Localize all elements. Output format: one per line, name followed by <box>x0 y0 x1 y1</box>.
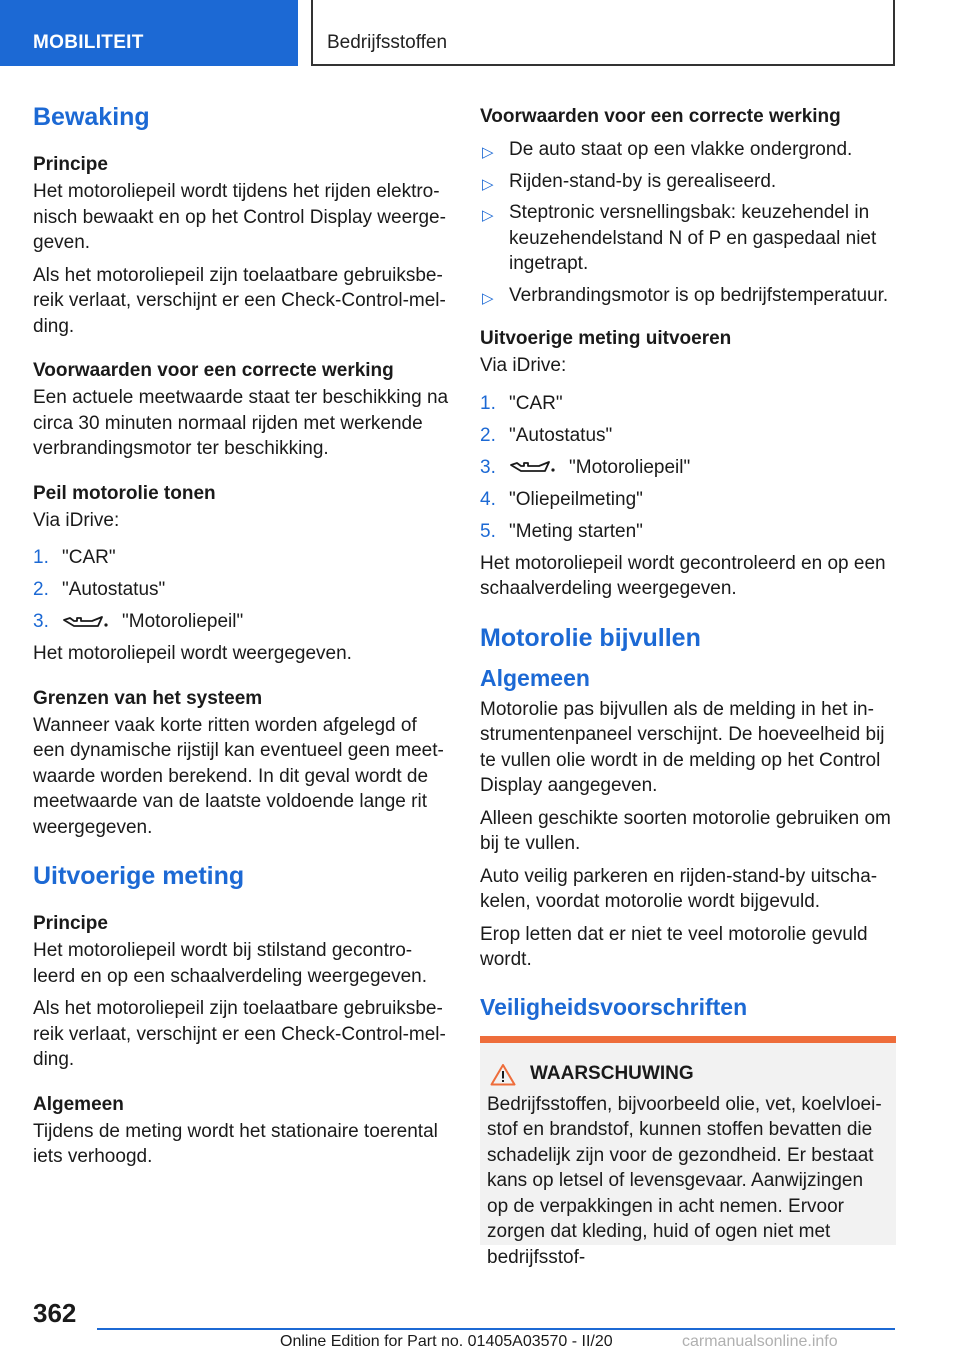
paragraph: Tijdens de meting wordt het stationaire toerental iets verhoogd. <box>33 1120 438 1167</box>
step-text: "Meting starten" <box>509 520 643 542</box>
subheading-algemeen: Algemeen <box>480 664 590 691</box>
subheading-principe: Principe <box>33 913 108 934</box>
warning-box <box>480 1036 896 1268</box>
list-item: ▷ Steptronic versnellingsbak: keuzehendel in keuzehendelstand N of P en gaspedaal niet ingetrapt. <box>482 202 877 274</box>
paragraph: Erop letten dat er niet te veel motorolie gevuld wordt. <box>480 923 868 970</box>
subheading-voorwaarden: Voorwaarden voor een correcte werking <box>480 106 841 127</box>
subheading-peil-tonen: Peil motorolie tonen <box>33 482 216 504</box>
paragraph: Via iDrive: <box>480 355 567 376</box>
paragraph: Als het motoroliepeil zijn toelaatbare gebruiksbe-reik verlaat, verschijnt er een Check-Control-mel-ding. <box>33 998 446 1070</box>
list-item: ▷ Verbrandingsmotor is op bedrijfstemperatuur. <box>480 283 896 309</box>
paragraph: Als het motoroliepeil zijn toelaatbare gebruiksbe-reik verlaat, verschijnt er een Check-Control-mel-ding. <box>33 264 446 337</box>
triangle-bullet-icon: ▷ <box>482 144 494 161</box>
footer-edition: Online Edition for Part no. 01405A03570 - II/20 <box>280 1333 613 1350</box>
step-number: 3. <box>33 611 49 632</box>
step-number: 3. <box>480 456 496 478</box>
step-text: "Motoroliepeil" <box>569 456 691 478</box>
heading-bewaking: Bewaking <box>33 103 150 131</box>
paragraph: Wanneer vaak korte ritten worden afgelegd of een dynamische rijstijl kan eventueel geen meet-waarde worden berekend. In dit geval wordt de meetwaarde van de laatste voldoende lange rit weergegeven. <box>33 714 444 838</box>
step-text: "CAR" <box>509 392 563 414</box>
paragraph: Het motoroliepeil wordt gecontroleerd en op een schaalverdeling weergegeven. <box>480 552 886 599</box>
paragraph: Het motoroliepeil wordt weergegeven. <box>33 643 352 664</box>
step-item <box>480 455 896 481</box>
paragraph: Auto veilig parkeren en rijden-stand-by uitscha-kelen, voordat motorolie wordt bijgevuld. <box>480 865 878 912</box>
subheading-uitvoeren: Uitvoerige meting uitvoeren <box>480 328 732 349</box>
footer-divider <box>97 1328 895 1330</box>
heading-motorolie-bijvullen: Motorolie bijvullen <box>480 623 701 652</box>
oil-can-icon <box>62 613 110 631</box>
step-item <box>480 487 896 513</box>
step-item <box>480 519 896 545</box>
step-number: 1. <box>33 547 49 568</box>
step-item <box>480 391 896 417</box>
section-tab: MOBILITEIT <box>0 0 298 66</box>
list-item: ▷ De auto staat op een vlakke ondergrond. <box>480 137 896 163</box>
step-number: 1. <box>480 392 496 414</box>
left-column <box>33 100 449 1177</box>
step-text: "Motoroliepeil" <box>122 611 244 632</box>
triangle-bullet-icon: ▷ <box>482 289 494 307</box>
subheading-voorwaarden: Voorwaarden voor een correcte werking <box>33 360 394 381</box>
step-number: 5. <box>480 520 496 542</box>
step-text: "Oliepeilmeting" <box>509 488 643 510</box>
oil-can-icon <box>509 458 557 476</box>
step-text: "Autostatus" <box>509 424 613 446</box>
step-number: 2. <box>33 579 49 600</box>
step-item <box>480 423 896 449</box>
paragraph: Via iDrive: <box>33 509 120 531</box>
paragraph: Het motoroliepeil wordt tijdens het rijden elektro-nisch bewaakt en op het Control Display weerge-geven. <box>33 181 446 253</box>
subheading-grenzen: Grenzen van het systeem <box>33 687 263 709</box>
right-column <box>480 104 896 1268</box>
heading-uitvoerige-meting: Uitvoerige meting <box>33 862 245 890</box>
step-text: "Autostatus" <box>62 579 166 600</box>
subheading-veiligheidsvoorschriften: Veiligheidsvoorschriften <box>480 993 748 1020</box>
step-item <box>33 577 449 603</box>
watermark: carmanualsonline.info <box>682 1333 838 1350</box>
step-list <box>33 545 449 635</box>
paragraph: Motorolie pas bijvullen als de melding in het in-strumentenpaneel verschijnt. De hoeveelheid bij te vullen olie wordt in de melding op het Control Display aangegeven. <box>480 698 885 796</box>
warning-title: WAARSCHUWING <box>487 1063 888 1086</box>
triangle-bullet-icon: ▷ <box>482 207 494 224</box>
triangle-bullet-icon: ▷ <box>482 175 494 193</box>
step-item <box>33 545 449 571</box>
condition-list <box>480 137 896 308</box>
page-number: 362 <box>33 1298 77 1328</box>
paragraph: Een actuele meetwaarde staat ter beschikking na circa 30 minuten normaal rijden met werkende verbrandingsmotor ter beschikking. <box>33 387 449 459</box>
step-number: 4. <box>480 488 496 510</box>
page-header <box>0 0 960 66</box>
chapter-tab: Bedrijfsstoffen <box>311 0 895 66</box>
step-list <box>480 391 896 545</box>
warning-text: Bedrijfsstoffen, bijvoorbeeld olie, vet, koelvloei-stof en brandstof, kunnen stoffen bevatten die schadelijk zijn voor de gezondheid. Er bestaat kans op letsel of levensgevaar. Aanwijzingen op de verpakkingen in acht nemen. Ervoor zorgen dat kleding, huid of ogen niet met bedrijfsstof- <box>487 1093 882 1268</box>
subheading-algemeen: Algemeen <box>33 1093 124 1115</box>
paragraph: Alleen geschikte soorten motorolie gebruiken om bij te vullen. <box>480 807 891 854</box>
subheading-principe: Principe <box>33 154 108 175</box>
paragraph: Het motoroliepeil wordt bij stilstand gecontro-leerd en op een schaalverdeling weergegeven. <box>33 940 427 987</box>
step-text: "CAR" <box>62 547 116 568</box>
step-number: 2. <box>480 424 496 446</box>
list-item: ▷ Rijden-stand-by is gerealiseerd. <box>480 169 896 195</box>
step-item <box>33 609 449 635</box>
warning-triangle-icon <box>490 1063 516 1086</box>
